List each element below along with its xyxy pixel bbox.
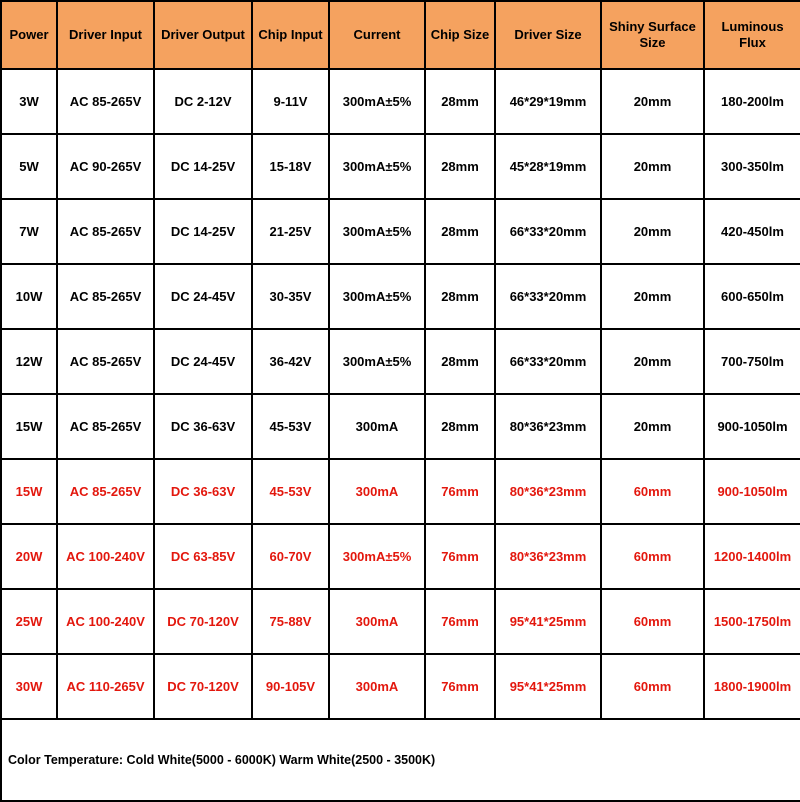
chip-size-cell: 76mm — [425, 589, 495, 654]
table-header-row — [1, 1, 800, 69]
table-row — [1, 524, 800, 589]
luminous-flux-cell: 1500-1750lm — [704, 589, 800, 654]
shiny-surface-size-cell: 20mm — [601, 69, 704, 134]
driver-output-cell: DC 36-63V — [154, 394, 252, 459]
luminous-flux-cell: 1200-1400lm — [704, 524, 800, 589]
power-cell: 20W — [1, 524, 57, 589]
chip-input-cell: 45-53V — [252, 459, 329, 524]
header-driver-size: Driver Size — [495, 1, 601, 69]
chip-size-cell: 28mm — [425, 329, 495, 394]
luminous-flux-cell: 700-750lm — [704, 329, 800, 394]
shiny-surface-size-cell: 20mm — [601, 394, 704, 459]
driver-input-cell: AC 85-265V — [57, 199, 154, 264]
chip-input-cell: 30-35V — [252, 264, 329, 329]
driver-size-cell: 95*41*25mm — [495, 589, 601, 654]
chip-input-cell: 60-70V — [252, 524, 329, 589]
current-cell: 300mA±5% — [329, 329, 425, 394]
driver-output-cell: DC 70-120V — [154, 589, 252, 654]
shiny-surface-size-cell: 20mm — [601, 329, 704, 394]
shiny-surface-size-cell: 60mm — [601, 589, 704, 654]
chip-input-cell: 90-105V — [252, 654, 329, 719]
header-power: Power — [1, 1, 57, 69]
header-chip-size: Chip Size — [425, 1, 495, 69]
power-cell: 7W — [1, 199, 57, 264]
header-chip-input: Chip Input — [252, 1, 329, 69]
current-cell: 300mA±5% — [329, 524, 425, 589]
driver-input-cell: AC 85-265V — [57, 329, 154, 394]
luminous-flux-cell: 900-1050lm — [704, 459, 800, 524]
driver-output-cell: DC 14-25V — [154, 199, 252, 264]
driver-size-cell: 80*36*23mm — [495, 459, 601, 524]
driver-input-cell: AC 85-265V — [57, 394, 154, 459]
current-cell: 300mA — [329, 589, 425, 654]
power-cell: 10W — [1, 264, 57, 329]
driver-output-cell: DC 24-45V — [154, 264, 252, 329]
luminous-flux-cell: 900-1050lm — [704, 394, 800, 459]
driver-output-cell: DC 14-25V — [154, 134, 252, 199]
table-row — [1, 199, 800, 264]
chip-size-cell: 76mm — [425, 459, 495, 524]
chip-size-cell: 76mm — [425, 654, 495, 719]
chip-input-cell: 45-53V — [252, 394, 329, 459]
driver-size-cell: 95*41*25mm — [495, 654, 601, 719]
chip-input-cell: 15-18V — [252, 134, 329, 199]
header-luminous-flux: Luminous Flux — [704, 1, 800, 69]
driver-size-cell: 66*33*20mm — [495, 264, 601, 329]
header-driver-output: Driver Output — [154, 1, 252, 69]
power-cell: 3W — [1, 69, 57, 134]
current-cell: 300mA±5% — [329, 69, 425, 134]
driver-size-cell: 45*28*19mm — [495, 134, 601, 199]
color-temperature-note: Color Temperature: Cold White(5000 - 6000K) Warm White(2500 - 3500K) — [1, 719, 800, 801]
chip-size-cell: 28mm — [425, 69, 495, 134]
chip-input-cell: 21-25V — [252, 199, 329, 264]
current-cell: 300mA — [329, 394, 425, 459]
table-row — [1, 329, 800, 394]
power-cell: 30W — [1, 654, 57, 719]
driver-size-cell: 66*33*20mm — [495, 329, 601, 394]
driver-input-cell: AC 100-240V — [57, 589, 154, 654]
shiny-surface-size-cell: 60mm — [601, 459, 704, 524]
note-row — [1, 719, 800, 801]
table-row — [1, 459, 800, 524]
driver-output-cell: DC 70-120V — [154, 654, 252, 719]
power-cell: 15W — [1, 459, 57, 524]
driver-output-cell: DC 24-45V — [154, 329, 252, 394]
driver-input-cell: AC 85-265V — [57, 459, 154, 524]
shiny-surface-size-cell: 20mm — [601, 199, 704, 264]
luminous-flux-cell: 1800-1900lm — [704, 654, 800, 719]
driver-input-cell: AC 85-265V — [57, 69, 154, 134]
chip-size-cell: 76mm — [425, 524, 495, 589]
chip-size-cell: 28mm — [425, 134, 495, 199]
table-row — [1, 264, 800, 329]
header-current: Current — [329, 1, 425, 69]
luminous-flux-cell: 600-650lm — [704, 264, 800, 329]
driver-output-cell: DC 2-12V — [154, 69, 252, 134]
chip-size-cell: 28mm — [425, 264, 495, 329]
shiny-surface-size-cell: 60mm — [601, 524, 704, 589]
table-row — [1, 134, 800, 199]
driver-size-cell: 80*36*23mm — [495, 394, 601, 459]
driver-input-cell: AC 90-265V — [57, 134, 154, 199]
current-cell: 300mA±5% — [329, 134, 425, 199]
power-cell: 12W — [1, 329, 57, 394]
shiny-surface-size-cell: 20mm — [601, 134, 704, 199]
chip-size-cell: 28mm — [425, 394, 495, 459]
driver-input-cell: AC 85-265V — [57, 264, 154, 329]
current-cell: 300mA±5% — [329, 199, 425, 264]
power-cell: 5W — [1, 134, 57, 199]
power-cell: 15W — [1, 394, 57, 459]
shiny-surface-size-cell: 60mm — [601, 654, 704, 719]
driver-input-cell: AC 110-265V — [57, 654, 154, 719]
luminous-flux-cell: 420-450lm — [704, 199, 800, 264]
power-cell: 25W — [1, 589, 57, 654]
current-cell: 300mA — [329, 459, 425, 524]
driver-size-cell: 80*36*23mm — [495, 524, 601, 589]
driver-input-cell: AC 100-240V — [57, 524, 154, 589]
chip-input-cell: 75-88V — [252, 589, 329, 654]
luminous-flux-cell: 300-350lm — [704, 134, 800, 199]
table-row — [1, 394, 800, 459]
table-row — [1, 589, 800, 654]
driver-output-cell: DC 63-85V — [154, 524, 252, 589]
current-cell: 300mA±5% — [329, 264, 425, 329]
chip-input-cell: 36-42V — [252, 329, 329, 394]
table-row — [1, 69, 800, 134]
header-shiny-surface-size: Shiny Surface Size — [601, 1, 704, 69]
driver-output-cell: DC 36-63V — [154, 459, 252, 524]
header-driver-input: Driver Input — [57, 1, 154, 69]
current-cell: 300mA — [329, 654, 425, 719]
luminous-flux-cell: 180-200lm — [704, 69, 800, 134]
driver-size-cell: 66*33*20mm — [495, 199, 601, 264]
shiny-surface-size-cell: 20mm — [601, 264, 704, 329]
table-body — [1, 69, 800, 801]
chip-size-cell: 28mm — [425, 199, 495, 264]
table-row — [1, 654, 800, 719]
chip-input-cell: 9-11V — [252, 69, 329, 134]
driver-size-cell: 46*29*19mm — [495, 69, 601, 134]
